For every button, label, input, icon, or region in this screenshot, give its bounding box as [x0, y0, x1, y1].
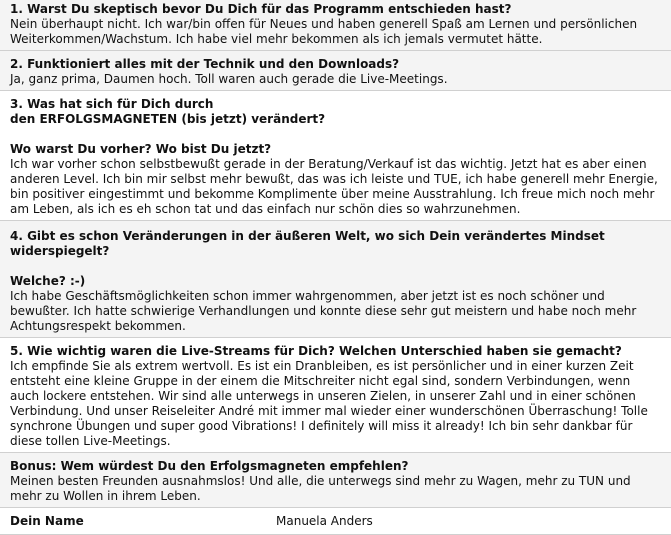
spacer [10, 259, 661, 274]
answer-5: Ich empfinde Sie als extrem wertvoll. Es ist ein Dranbleiben, es ist persönlicher und in einer kurzen Zeit entsteht eine kleine Gruppe in der einem die Mitschreiter nicht egal sind, sondern Verbindungen, wenn auch lockere entstehen. Wir sind alle unterwegs in unseren Zielen, in unserer Zahl und in einer schönen Verbindung. Und unser Reiseleiter André mit immer mal wieder einer wunderschönen Überraschung! Tolle synchrone Übungen und super good Vibrations! I definitely will miss it already! Ich bin sehr dankbar für diese tollen Live-Meetings. [10, 359, 648, 448]
section-3 [0, 91, 671, 221]
section-5 [0, 338, 671, 453]
question-4: 4. Gibt es schon Veränderungen in der äußeren Welt, wo sich Dein verändertes Mindset widerspiegelt? [10, 229, 605, 258]
answer-4: Ich habe Geschäftsmöglichkeiten schon immer wahrgenommen, aber jetzt ist es noch schöner und bewußter. Ich hatte schwierige Verhandlungen und konnte diese sehr gut meistern und habe noch mehr Achtungsrespekt bekommen. [10, 289, 637, 333]
question-bonus: Bonus: Wem würdest Du den Erfolgsmagneten empfehlen? [10, 459, 409, 473]
section-4 [0, 221, 671, 338]
question-3-line-2: den ERFOLGSMAGNETEN (bis jetzt) verändert? [10, 112, 326, 126]
question-3-line-1: 3. Was hat sich für Dich durch [10, 97, 214, 111]
subquestion-3: Wo warst Du vorher? Wo bist Du jetzt? [10, 142, 272, 156]
name-row [0, 508, 671, 535]
answer-bonus: Meinen besten Freunden ausnahmslos! Und alle, die unterwegs sind mehr zu Wagen, mehr zu TUN und mehr zu Wollen in ihrem Leben. [10, 474, 631, 503]
name-label: Dein Name [10, 514, 84, 528]
answer-2: Ja, ganz prima, Daumen hoch. Toll waren auch gerade die Live-Meetings. [10, 72, 448, 86]
question-1: 1. Warst Du skeptisch bevor Du Dich für das Programm entschieden hast? [10, 2, 512, 16]
question-2: 2. Funktioniert alles mit der Technik und den Downloads? [10, 57, 400, 71]
section-bonus [0, 453, 671, 508]
spacer [10, 127, 661, 142]
answer-3: Ich war vorher schon selbstbewußt gerade in der Beratung/Verkauf ist das wichtig. Jetzt hat es aber einen anderen Level. Ich bin mir selbst mehr bewußt, das was ich leiste und TUE, ich habe generell mehr Energie, bin positiver eingestimmt und bekomme Komplimente über meine Ausstrahlung. Ich freue mich noch mehr am Leben, als ich es eh schon tat und das einfach nur schön dies so wahrzunehmen. [10, 157, 658, 216]
section-1 [0, 0, 671, 51]
answer-1: Nein überhaupt nicht. Ich war/bin offen für Neues und haben generell Spaß am Lernen und persönlichen Weiterkommen/Wachstum. Ich habe viel mehr bekommen als ich jemals vermutet hätte. [10, 17, 638, 46]
subquestion-4: Welche? :-) [10, 274, 86, 288]
question-5: 5. Wie wichtig waren die Live-Streams für Dich? Welchen Unterschied haben sie gemacht? [10, 344, 622, 358]
section-2 [0, 51, 671, 91]
name-value: Manuela Anders [276, 514, 373, 528]
